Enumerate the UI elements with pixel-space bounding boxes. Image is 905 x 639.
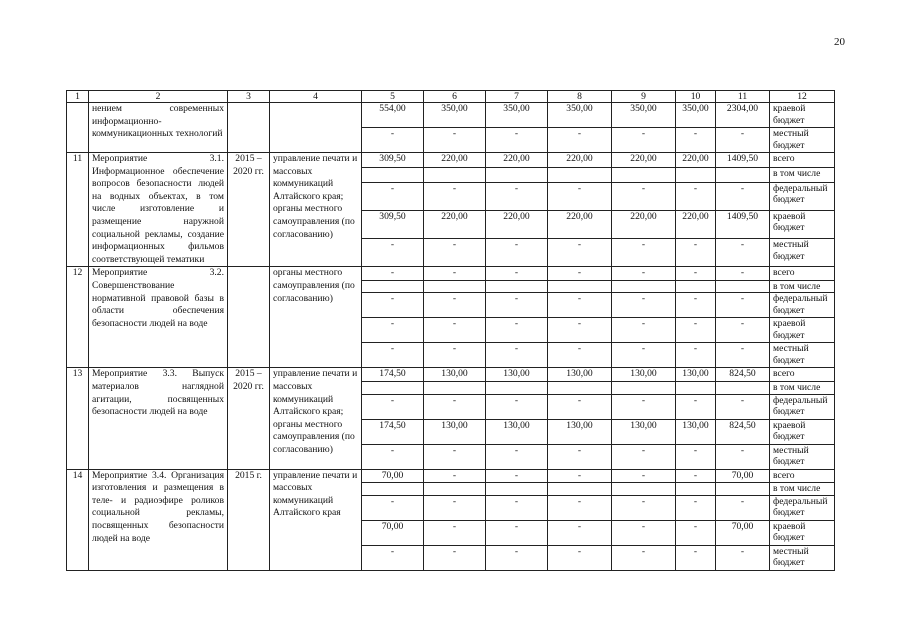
amount-cell: 220,00 <box>548 210 612 238</box>
amount-cell: - <box>548 293 612 318</box>
amount-cell: - <box>676 343 716 368</box>
measure-executor-cell: управление печати и массовых коммуникаций Алтайского края; органы местного самоуправления (по согласованию) <box>270 153 362 267</box>
amount-cell: - <box>424 239 486 267</box>
amount-cell: - <box>612 545 676 570</box>
amount-cell: 70,00 <box>362 520 424 545</box>
amount-cell: 174,50 <box>362 419 424 444</box>
header-cell: 1 <box>67 91 89 103</box>
amount-cell: - <box>486 293 548 318</box>
measure-executor-cell: управление печати и массовых коммуникаций Алтайского края <box>270 469 362 570</box>
amount-cell: 554,00 <box>362 103 424 128</box>
amount-cell: - <box>424 318 486 343</box>
amount-cell: 130,00 <box>676 368 716 382</box>
measure-period-cell <box>228 103 270 153</box>
funding-source-cell: местный бюджет <box>770 444 835 469</box>
amount-cell: - <box>548 545 612 570</box>
amount-cell: - <box>424 444 486 469</box>
amount-cell: 130,00 <box>424 368 486 382</box>
amount-cell: - <box>486 239 548 267</box>
funding-source-cell: федеральный бюджет <box>770 394 835 419</box>
amount-cell <box>716 168 770 182</box>
funding-source-cell: краевой бюджет <box>770 210 835 238</box>
amount-cell: - <box>676 444 716 469</box>
header-cell: 10 <box>676 91 716 103</box>
measure-description-cell: Мероприятие 3.4. Организация изготовления и размещения в теле- и радиоэфире роликов социальной рекламы, посвященных безопасности людей на воде <box>89 469 228 570</box>
amount-cell <box>676 168 716 182</box>
amount-cell: 1409,50 <box>716 153 770 168</box>
header-cell: 7 <box>486 91 548 103</box>
measure-period-cell <box>228 267 270 368</box>
header-cell: 4 <box>270 91 362 103</box>
funding-source-cell: в том числе <box>770 382 835 395</box>
amount-cell <box>612 483 676 496</box>
amount-cell: 70,00 <box>716 469 770 483</box>
header-cell: 11 <box>716 91 770 103</box>
amount-cell: 70,00 <box>716 520 770 545</box>
amount-cell: - <box>716 239 770 267</box>
amount-cell: - <box>716 545 770 570</box>
amount-cell: 220,00 <box>486 153 548 168</box>
amount-cell: - <box>676 239 716 267</box>
amount-cell: - <box>486 318 548 343</box>
amount-cell: - <box>424 128 486 153</box>
amount-cell: 220,00 <box>424 153 486 168</box>
header-cell: 9 <box>612 91 676 103</box>
funding-source-cell: краевой бюджет <box>770 103 835 128</box>
amount-cell: - <box>612 444 676 469</box>
amount-cell: - <box>676 318 716 343</box>
amount-cell <box>362 280 424 293</box>
measure-period-cell: 2015 г. <box>228 469 270 570</box>
amount-cell: - <box>548 267 612 281</box>
page-number: 20 <box>834 36 845 48</box>
amount-cell: - <box>424 495 486 520</box>
amount-cell: - <box>676 545 716 570</box>
measure-description-cell: Мероприятие 3.3. Выпуск материалов наглядной агитации, посвященных безопасности людей на воде <box>89 368 228 469</box>
funding-source-cell: всего <box>770 469 835 483</box>
amount-cell <box>424 168 486 182</box>
table-row <box>67 368 835 382</box>
amount-cell: - <box>486 394 548 419</box>
funding-source-cell: федеральный бюджет <box>770 293 835 318</box>
funding-source-cell: местный бюджет <box>770 239 835 267</box>
amount-cell: - <box>716 128 770 153</box>
amount-cell: - <box>676 469 716 483</box>
amount-cell: 220,00 <box>548 153 612 168</box>
amount-cell: - <box>676 520 716 545</box>
amount-cell: 350,00 <box>676 103 716 128</box>
measure-number-cell: 14 <box>67 469 89 570</box>
measure-number-cell: 11 <box>67 153 89 267</box>
amount-cell: - <box>716 318 770 343</box>
funding-source-cell: федеральный бюджет <box>770 182 835 210</box>
table-row <box>67 103 835 128</box>
amount-cell <box>716 280 770 293</box>
amount-cell: - <box>362 318 424 343</box>
funding-source-cell: краевой бюджет <box>770 318 835 343</box>
amount-cell: 70,00 <box>362 469 424 483</box>
amount-cell <box>424 483 486 496</box>
funding-source-cell: всего <box>770 368 835 382</box>
amount-cell: - <box>424 520 486 545</box>
amount-cell: - <box>548 318 612 343</box>
amount-cell: - <box>362 444 424 469</box>
amount-cell: - <box>486 545 548 570</box>
amount-cell: - <box>716 495 770 520</box>
funding-source-cell: в том числе <box>770 168 835 182</box>
funding-source-cell: в том числе <box>770 483 835 496</box>
amount-cell: - <box>424 394 486 419</box>
amount-cell: - <box>716 293 770 318</box>
amount-cell <box>676 382 716 395</box>
amount-cell: 220,00 <box>612 210 676 238</box>
amount-cell: 309,50 <box>362 153 424 168</box>
funding-source-cell: краевой бюджет <box>770 520 835 545</box>
amount-cell <box>362 168 424 182</box>
measure-description-cell: Мероприятие 3.2. Совершенствование нормативной правовой базы в области обеспечения безопасности людей на воде <box>89 267 228 368</box>
amount-cell: 220,00 <box>676 153 716 168</box>
amount-cell: - <box>676 182 716 210</box>
amount-cell <box>424 280 486 293</box>
amount-cell: 350,00 <box>424 103 486 128</box>
funding-source-cell: федеральный бюджет <box>770 495 835 520</box>
amount-cell: - <box>486 520 548 545</box>
amount-cell <box>486 168 548 182</box>
amount-cell: - <box>424 469 486 483</box>
header-row <box>67 91 835 103</box>
amount-cell: - <box>362 128 424 153</box>
amount-cell: 1409,50 <box>716 210 770 238</box>
funding-source-cell: в том числе <box>770 280 835 293</box>
amount-cell <box>548 168 612 182</box>
amount-cell: 174,50 <box>362 368 424 382</box>
amount-cell: - <box>612 182 676 210</box>
amount-cell: - <box>424 545 486 570</box>
amount-cell: 130,00 <box>676 419 716 444</box>
amount-cell: 309,50 <box>362 210 424 238</box>
amount-cell: - <box>548 343 612 368</box>
amount-cell: 130,00 <box>612 419 676 444</box>
amount-cell: - <box>676 495 716 520</box>
amount-cell: - <box>612 469 676 483</box>
header-cell: 3 <box>228 91 270 103</box>
amount-cell: - <box>612 318 676 343</box>
amount-cell: 220,00 <box>424 210 486 238</box>
amount-cell: 2304,00 <box>716 103 770 128</box>
amount-cell <box>612 168 676 182</box>
amount-cell: - <box>548 128 612 153</box>
amount-cell: - <box>362 545 424 570</box>
amount-cell <box>424 382 486 395</box>
funding-source-cell: краевой бюджет <box>770 419 835 444</box>
amount-cell: 130,00 <box>612 368 676 382</box>
measure-executor-cell <box>270 103 362 153</box>
amount-cell <box>612 382 676 395</box>
amount-cell: - <box>486 267 548 281</box>
amount-cell: 350,00 <box>612 103 676 128</box>
amount-cell: - <box>486 182 548 210</box>
funding-source-cell: всего <box>770 153 835 168</box>
amount-cell <box>486 382 548 395</box>
table-row <box>67 267 835 281</box>
amount-cell: - <box>716 182 770 210</box>
amount-cell: - <box>362 293 424 318</box>
amount-cell: - <box>612 239 676 267</box>
amount-cell: - <box>548 239 612 267</box>
amount-cell: 350,00 <box>548 103 612 128</box>
amount-cell: - <box>676 293 716 318</box>
amount-cell <box>676 280 716 293</box>
amount-cell: - <box>486 343 548 368</box>
amount-cell: - <box>612 495 676 520</box>
amount-cell: - <box>612 343 676 368</box>
amount-cell: - <box>486 128 548 153</box>
amount-cell <box>362 382 424 395</box>
amount-cell: - <box>612 293 676 318</box>
header-cell: 2 <box>89 91 228 103</box>
amount-cell: - <box>612 128 676 153</box>
budget-table <box>66 90 835 571</box>
header-cell: 5 <box>362 91 424 103</box>
amount-cell: - <box>424 182 486 210</box>
amount-cell: 220,00 <box>612 153 676 168</box>
measure-number-cell: 12 <box>67 267 89 368</box>
amount-cell: - <box>612 394 676 419</box>
amount-cell: - <box>676 394 716 419</box>
amount-cell: - <box>548 394 612 419</box>
measure-period-cell: 2015 – 2020 гг. <box>228 368 270 469</box>
amount-cell: - <box>548 520 612 545</box>
amount-cell <box>612 280 676 293</box>
measure-description-cell: Мероприятие 3.1. Информационное обеспечение вопросов безопасности людей на водных объектах, в том числе изготовление и размещение наружной социальной рекламы, создание информационных фильмов соответствующей тематики <box>89 153 228 267</box>
amount-cell: - <box>716 444 770 469</box>
amount-cell: - <box>362 495 424 520</box>
amount-cell: - <box>486 469 548 483</box>
measure-period-cell: 2015 – 2020 гг. <box>228 153 270 267</box>
amount-cell: 130,00 <box>486 419 548 444</box>
funding-source-cell: местный бюджет <box>770 545 835 570</box>
amount-cell: 130,00 <box>548 368 612 382</box>
header-cell: 8 <box>548 91 612 103</box>
amount-cell: - <box>362 394 424 419</box>
amount-cell: - <box>548 469 612 483</box>
amount-cell: - <box>548 444 612 469</box>
measure-number-cell <box>67 103 89 153</box>
amount-cell: - <box>676 128 716 153</box>
amount-cell: 824,50 <box>716 419 770 444</box>
amount-cell: 220,00 <box>486 210 548 238</box>
amount-cell <box>548 382 612 395</box>
amount-cell: - <box>486 444 548 469</box>
table-row <box>67 469 835 483</box>
amount-cell: - <box>362 343 424 368</box>
amount-cell: - <box>486 495 548 520</box>
amount-cell: 824,50 <box>716 368 770 382</box>
amount-cell: - <box>716 343 770 368</box>
amount-cell: - <box>424 267 486 281</box>
amount-cell: - <box>612 520 676 545</box>
amount-cell <box>548 280 612 293</box>
funding-source-cell: всего <box>770 267 835 281</box>
amount-cell: 220,00 <box>676 210 716 238</box>
amount-cell: - <box>548 495 612 520</box>
amount-cell: - <box>612 267 676 281</box>
funding-source-cell: местный бюджет <box>770 128 835 153</box>
table-row <box>67 153 835 168</box>
amount-cell <box>716 483 770 496</box>
amount-cell <box>676 483 716 496</box>
amount-cell: - <box>362 267 424 281</box>
amount-cell <box>486 280 548 293</box>
amount-cell: - <box>362 239 424 267</box>
measure-number-cell: 13 <box>67 368 89 469</box>
amount-cell: 130,00 <box>424 419 486 444</box>
amount-cell <box>362 483 424 496</box>
amount-cell <box>716 382 770 395</box>
measure-description-cell: нением современных информационно-коммуникационных технологий <box>89 103 228 153</box>
measure-executor-cell: органы местного самоуправления (по согласованию) <box>270 267 362 368</box>
measure-executor-cell: управление печати и массовых коммуникаций Алтайского края; органы местного самоуправления (по согласованию) <box>270 368 362 469</box>
amount-cell: - <box>548 182 612 210</box>
amount-cell: - <box>716 394 770 419</box>
amount-cell: 130,00 <box>548 419 612 444</box>
amount-cell <box>486 483 548 496</box>
amount-cell: 350,00 <box>486 103 548 128</box>
amount-cell: 130,00 <box>486 368 548 382</box>
amount-cell: - <box>676 267 716 281</box>
header-cell: 6 <box>424 91 486 103</box>
header-cell: 12 <box>770 91 835 103</box>
funding-source-cell: местный бюджет <box>770 343 835 368</box>
amount-cell: - <box>424 343 486 368</box>
amount-cell: - <box>716 267 770 281</box>
amount-cell <box>548 483 612 496</box>
amount-cell: - <box>362 182 424 210</box>
amount-cell: - <box>424 293 486 318</box>
